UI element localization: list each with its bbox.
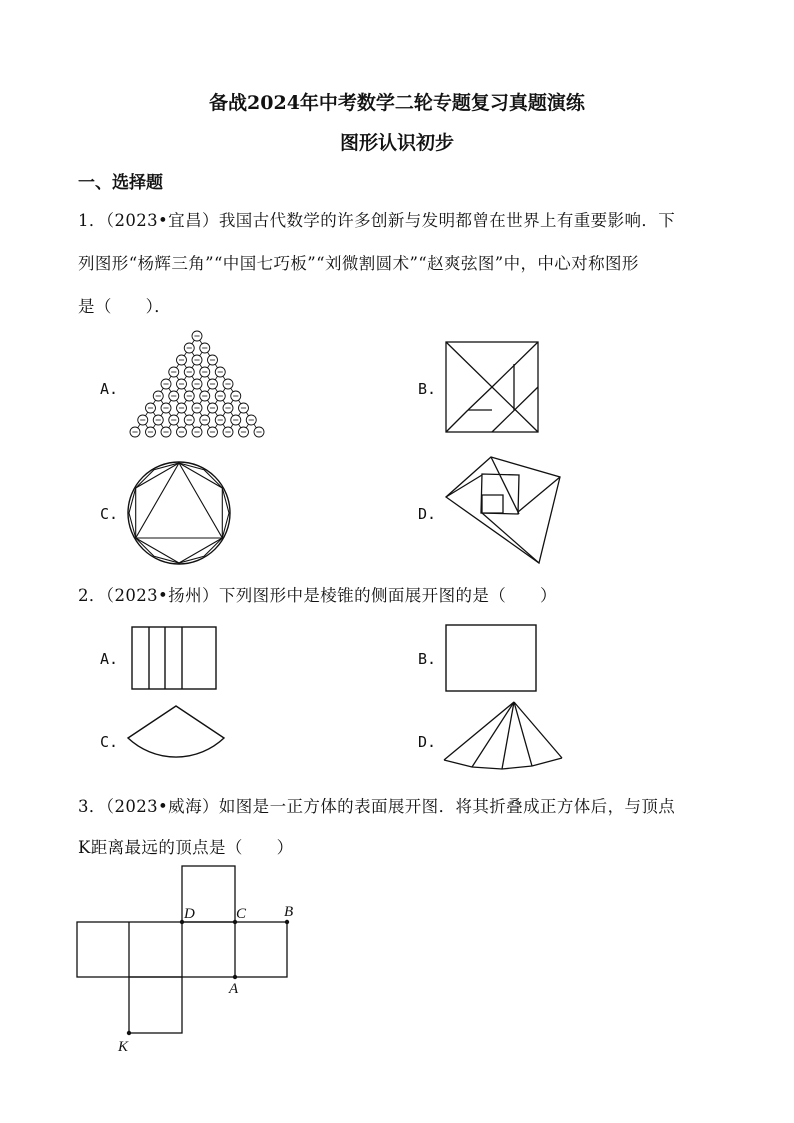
question-3-line-2: K距离最远的顶点是（ ） (78, 838, 294, 857)
page-title: 备战2024年中考数学二轮专题复习真题演练 (209, 92, 585, 114)
q1-option-a-label: A. (100, 380, 119, 398)
question-1-line-1: 1．（2023•宜昌）我国古代数学的许多创新与发明都曾在世界上有重要影响．下 (78, 211, 676, 230)
vertex-k-label: K (118, 1039, 129, 1055)
q2-option-c-label: C. (100, 733, 119, 751)
page-subtitle: 图形认识初步 (339, 132, 454, 154)
vertex-k-dot (127, 1031, 131, 1035)
tangram-figure (444, 340, 540, 434)
question-3-line-1: 3．（2023•威海）如图是一正方体的表面展开图．将其折叠成正方体后，与顶点 (78, 797, 676, 816)
vertex-a-label: A (229, 981, 239, 997)
question-1-line-3: 是（ ）． (78, 297, 172, 316)
q2-option-d-label: D. (418, 733, 437, 751)
vertex-a-dot (233, 975, 237, 979)
q1-option-b-label: B. (418, 380, 437, 398)
section-heading: 一、选择题 (78, 173, 163, 193)
question-1-line-2: 列图形“杨辉三角”“中国七巧板”“刘微割圆术”“赵爽弦图”中，中心对称图形 (78, 254, 639, 273)
question-2-text: 2．（2023•扬州）下列图形中是棱锥的侧面展开图的是（ ） (78, 586, 557, 605)
vertex-c-label: C (236, 906, 247, 922)
rectangle-figure (444, 623, 538, 693)
vertex-d-label: D (184, 906, 195, 922)
pyramid-lateral-net-figure (442, 700, 566, 770)
q2-option-a-label: A. (100, 650, 119, 668)
q1-option-c-label: C. (100, 505, 119, 523)
vertex-b-label: B (284, 904, 294, 920)
q2-option-b-label: B. (418, 650, 437, 668)
prism-net-figure (130, 625, 218, 691)
yanghui-triangle-figure (126, 330, 268, 442)
circle-cutting-figure (125, 459, 233, 567)
vertex-b-dot (285, 920, 289, 924)
zhaoshuang-figure (440, 455, 560, 573)
cube-net-figure (70, 860, 310, 1060)
sector-figure (124, 700, 228, 784)
q1-option-d-label: D. (418, 505, 437, 523)
